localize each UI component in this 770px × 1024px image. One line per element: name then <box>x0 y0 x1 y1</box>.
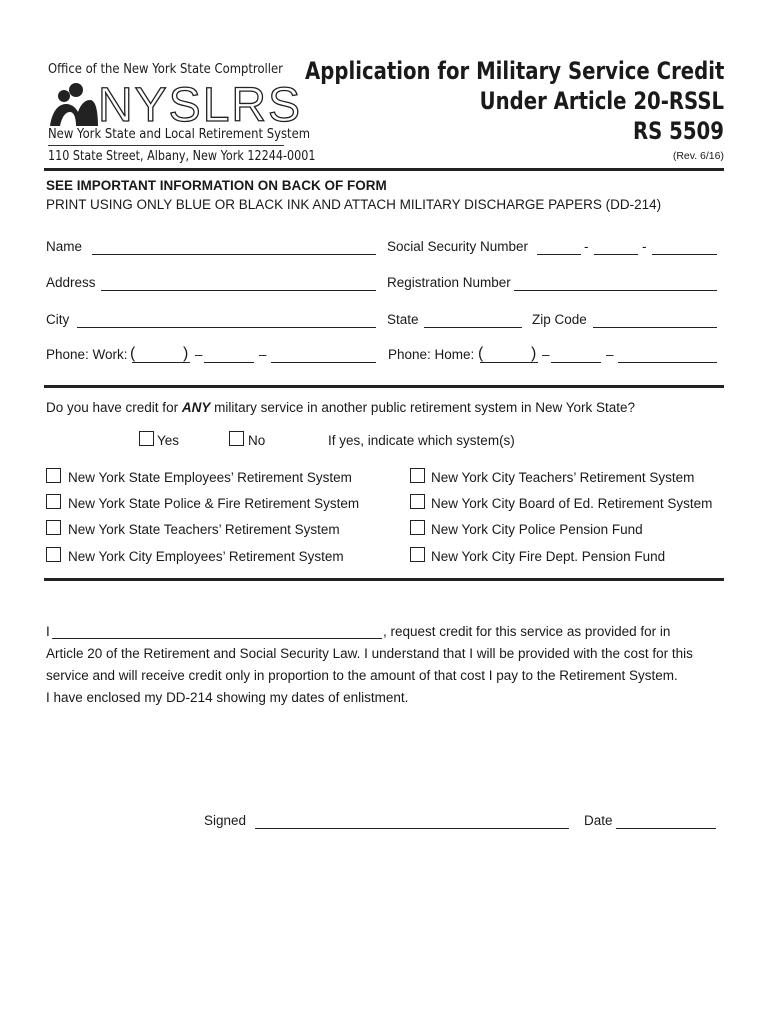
city-label: City <box>46 312 70 327</box>
phone-home-separator: – <box>606 347 614 362</box>
ssn-part1-field[interactable] <box>537 254 581 255</box>
ssn-part3-field[interactable] <box>652 254 717 255</box>
ssn-part2-field[interactable] <box>594 254 638 255</box>
phone-home-label: Phone: Home: <box>388 347 475 362</box>
registration-label: Registration Number <box>387 275 511 290</box>
phone-work-paren-open: ( <box>130 345 136 362</box>
system-label-nyc-boe: New York City Board of Ed. Retirement System <box>431 496 713 511</box>
system-label-nys-pfrs: New York State Police & Fire Retirement System <box>68 496 360 511</box>
system-checkbox-nyc-police[interactable] <box>410 520 425 535</box>
system-checkbox-nyc-boe[interactable] <box>410 494 425 509</box>
important-notice: SEE IMPORTANT INFORMATION ON BACK OF FORM <box>46 178 387 193</box>
retirement-system-name: New York State and Local Retirement System <box>48 126 311 142</box>
statement-i: I <box>46 624 50 639</box>
nyslrs-logo-icon <box>46 82 100 128</box>
ssn-separator: - <box>584 239 589 254</box>
system-checkbox-nys-ers[interactable] <box>46 468 61 483</box>
header-divider <box>48 145 284 146</box>
print-instructions: PRINT USING ONLY BLUE OR BLACK INK AND ATTACH MILITARY DISCHARGE PAPERS (DD-214) <box>46 197 662 212</box>
address-label: Address <box>46 275 96 290</box>
phone-work-prefix-field[interactable] <box>204 362 254 363</box>
phone-home-separator: – <box>542 347 550 362</box>
statement-line4: I have enclosed my DD-214 showing my dates of enlistment. <box>46 690 409 705</box>
system-label-nyc-ers: New York City Employees’ Retirement System <box>68 549 344 564</box>
ssn-separator: - <box>642 239 647 254</box>
statement-line2: Article 20 of the Retirement and Social Security Law. I understand that I will be provided with the cost for this <box>46 646 693 661</box>
form-revision: (Rev. 6/16) <box>672 150 724 162</box>
form-number: RS 5509 <box>633 117 724 145</box>
system-checkbox-nys-pfrs[interactable] <box>46 494 61 509</box>
phone-work-number-field[interactable] <box>271 362 376 363</box>
statement-line3: service and will receive credit only in proportion to the amount of that cost I pay to the Retirement System. <box>46 668 678 683</box>
section-divider-middle <box>44 385 724 388</box>
system-checkbox-nyc-fire[interactable] <box>410 547 425 562</box>
section-divider-bottom <box>44 578 724 581</box>
office-name: Office of the New York State Comptroller <box>48 61 283 77</box>
zip-field[interactable] <box>593 327 717 328</box>
phone-home-prefix-field[interactable] <box>551 362 601 363</box>
date-label: Date <box>584 813 613 828</box>
yes-label: Yes <box>157 433 180 448</box>
phone-home-paren-open: ( <box>478 345 484 362</box>
section-divider-top <box>44 168 724 171</box>
form-title-line2: Under Article 20-RSSL <box>479 87 724 115</box>
other-credit-question <box>46 400 635 415</box>
phone-home-area-field[interactable] <box>480 362 538 363</box>
address-field[interactable] <box>101 290 376 291</box>
form-title-line1: Application for Military Service Credit <box>304 57 724 85</box>
yes-checkbox[interactable] <box>139 431 154 446</box>
question-suffix: military service in another public retirement system in New York State? <box>214 400 636 415</box>
office-address: 110 State Street, Albany, New York 12244-0001 <box>48 149 316 164</box>
no-checkbox[interactable] <box>229 431 244 446</box>
statement-line1: , request credit for this service as provided for in <box>383 624 671 639</box>
ssn-label: Social Security Number <box>387 239 529 254</box>
state-label: State <box>387 312 419 327</box>
system-checkbox-nyc-ers[interactable] <box>46 547 61 562</box>
name-field[interactable] <box>92 254 376 255</box>
question-emphasis: ANY <box>181 400 211 415</box>
nyslrs-wordmark: NYSLRS <box>98 79 303 132</box>
phone-work-paren-close: ) <box>183 345 189 362</box>
system-label-nyc-fire: New York City Fire Dept. Pension Fund <box>431 549 666 564</box>
no-label: No <box>248 433 266 448</box>
phone-work-separator: – <box>195 347 203 362</box>
city-field[interactable] <box>77 327 376 328</box>
system-label-nys-trs: New York State Teachers’ Retirement System <box>68 522 340 537</box>
zip-label: Zip Code <box>532 312 587 327</box>
date-field[interactable] <box>616 828 716 829</box>
registration-field[interactable] <box>514 290 717 291</box>
system-label-nys-ers: New York State Employees’ Retirement System <box>68 470 352 485</box>
phone-work-label: Phone: Work: <box>46 347 128 362</box>
question-prefix: Do you have credit for <box>46 400 179 415</box>
phone-home-number-field[interactable] <box>618 362 717 363</box>
phone-work-separator: – <box>259 347 267 362</box>
signature-field[interactable] <box>255 828 569 829</box>
system-checkbox-nys-trs[interactable] <box>46 520 61 535</box>
phone-home-paren-close: ) <box>531 345 537 362</box>
if-yes-label: If yes, indicate which system(s) <box>328 433 515 448</box>
system-checkbox-nyc-trs[interactable] <box>410 468 425 483</box>
applicant-name-field[interactable] <box>52 638 382 639</box>
name-label: Name <box>46 239 83 254</box>
phone-work-area-field[interactable] <box>132 362 190 363</box>
signed-label: Signed <box>204 813 247 828</box>
system-label-nyc-police: New York City Police Pension Fund <box>431 522 643 537</box>
state-field[interactable] <box>424 327 522 328</box>
system-label-nyc-trs: New York City Teachers’ Retirement System <box>431 470 695 485</box>
